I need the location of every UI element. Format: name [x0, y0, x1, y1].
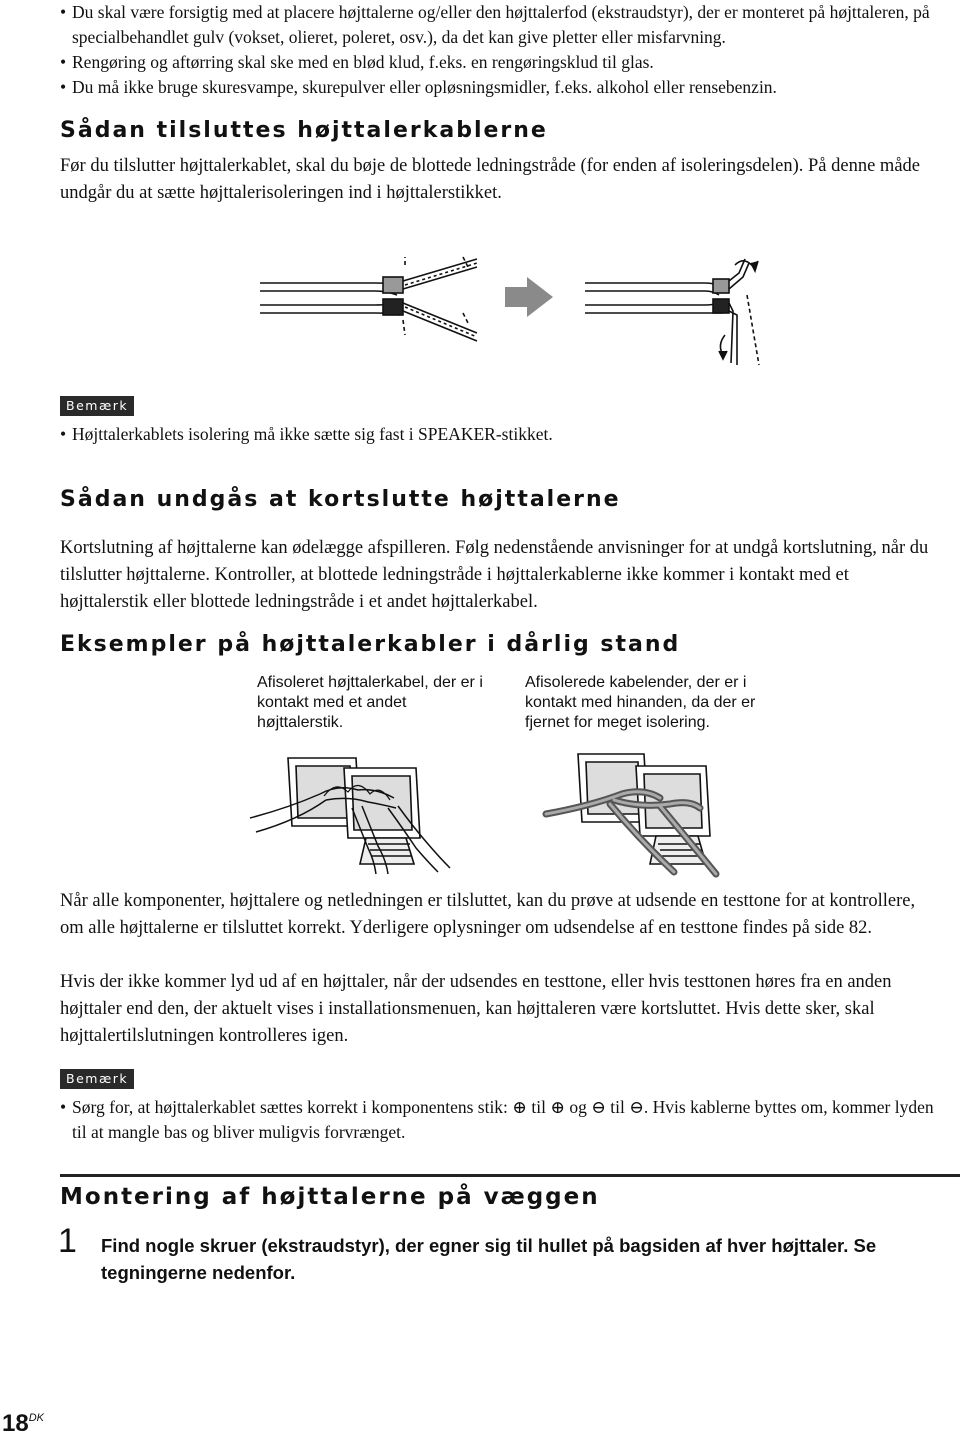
note-bullet-list [60, 1095, 940, 1145]
note-text: til [605, 1097, 630, 1117]
plus-terminal-icon: ⊕ [512, 1097, 527, 1117]
plus-terminal-icon: ⊕ [550, 1097, 565, 1117]
test-tone-paragraph: Hvis der ikke kommer lyd ud af en højttaler, når der udsendes en testtone, eller hvis testtonen høres fra en anden højttaler end den, der aktuelt vises i installationsmenuen, kan højttaleren være kortsluttet. Hvis dette sker, skal højttalertilslutningen kontrolleres igen. [60, 972, 892, 1046]
caption-right: Afisolerede kabelender, der er i kontakt med hinanden, da der er fjernet for meget isolering. [525, 674, 756, 731]
step-number: 1 [58, 1222, 77, 1260]
note-label: Bemærk [60, 1069, 134, 1089]
note-text: til [526, 1097, 551, 1117]
note-text: Sørg for, at højttalerkablet sættes korrekt i komponentens stik: [72, 1097, 513, 1117]
section-body-short: Kortslutning af højttalerne kan ødelægge afspilleren. Følg nedenstående anvisninger for at undgå kortslutning, når du tilslutter højttalerne. Kontroller, at blottede ledningstråde i højttalerkablerne ikke kommer i kontakt med et højttalerstik eller blottede ledningstråde i et andet højttalerkabel. [60, 538, 929, 612]
section-body-connect: Før du tilslutter højttalerkablet, skal du bøje de blottede ledningstråde (for enden af isoleringsdelen). På denne måde undgår du at sætte højttalerisoleringen ind i højttalerstikket. [60, 156, 920, 203]
section-title-connect: Sådan tilsluttes højttalerkablerne [60, 118, 548, 143]
note-text: . Hvis kablerne byttes om, kommer lyden til at mangle bas og bliver muligvis forvrænget. [72, 1097, 934, 1142]
note-label: Bemærk [60, 396, 134, 416]
page-number-suffix: DK [28, 1412, 44, 1424]
process-arrow-icon [505, 277, 553, 317]
care-bullet-list [60, 0, 940, 100]
cable-bend-illustration [255, 255, 775, 375]
bad-cable-illustration-right [540, 748, 770, 878]
section-title-short: Sådan undgås at kortslutte højttalerne [60, 487, 621, 512]
page-number [2, 1410, 44, 1438]
section-divider [60, 1174, 960, 1177]
note-bullet: • Højttalerkablets isolering må ikke sætte sig fast i SPEAKER-stikket. [60, 422, 940, 447]
bad-cable-illustration-left [248, 748, 478, 878]
care-bullet: • Rengøring og aftørring skal ske med en blød klud, f.eks. en rengøringsklud til glas. [60, 50, 940, 75]
minus-terminal-icon: ⊖ [629, 1097, 644, 1117]
caption-left: Afisoleret højttalerkabel, der er i kontakt med et andet højttalerstik. [257, 674, 483, 731]
note-text: og [564, 1097, 592, 1117]
note-bullet [60, 1095, 940, 1145]
test-tone-paragraph: Når alle komponenter, højttalere og netledningen er tilsluttet, kan du prøve at udsende en testtone for at kontrollere, om alle højttalerne er tilsluttet korrekt. Yderligere oplysninger om udsendelse af en testtone findes på side 82. [60, 891, 916, 938]
section-title-wall: Montering af højttalerne på væggen [60, 1184, 600, 1210]
page-number-value: 18 [2, 1410, 29, 1437]
care-bullet: • Du må ikke bruge skuresvampe, skurepulver eller opløsningsmidler, f.eks. alkohol eller rensebenzin. [60, 75, 940, 100]
section-title-examples: Eksempler på højttalerkabler i dårlig stand [60, 632, 681, 657]
note-bullet-list [60, 422, 940, 447]
care-bullet: • Du skal være forsigtig med at placere højttalerne og/eller den højttalerfod (ekstraudstyr), der er monteret på højttaleren, på specialbehandlet gulv (vokset, olieret, poleret, osv.), da det kan give pletter eller misfarvning. [60, 0, 940, 50]
step-text: Find nogle skruer (ekstraudstyr), der egner sig til hullet på bagsiden af hver højttaler. Se tegningerne nedenfor. [101, 1235, 877, 1283]
minus-terminal-icon: ⊖ [591, 1097, 606, 1117]
